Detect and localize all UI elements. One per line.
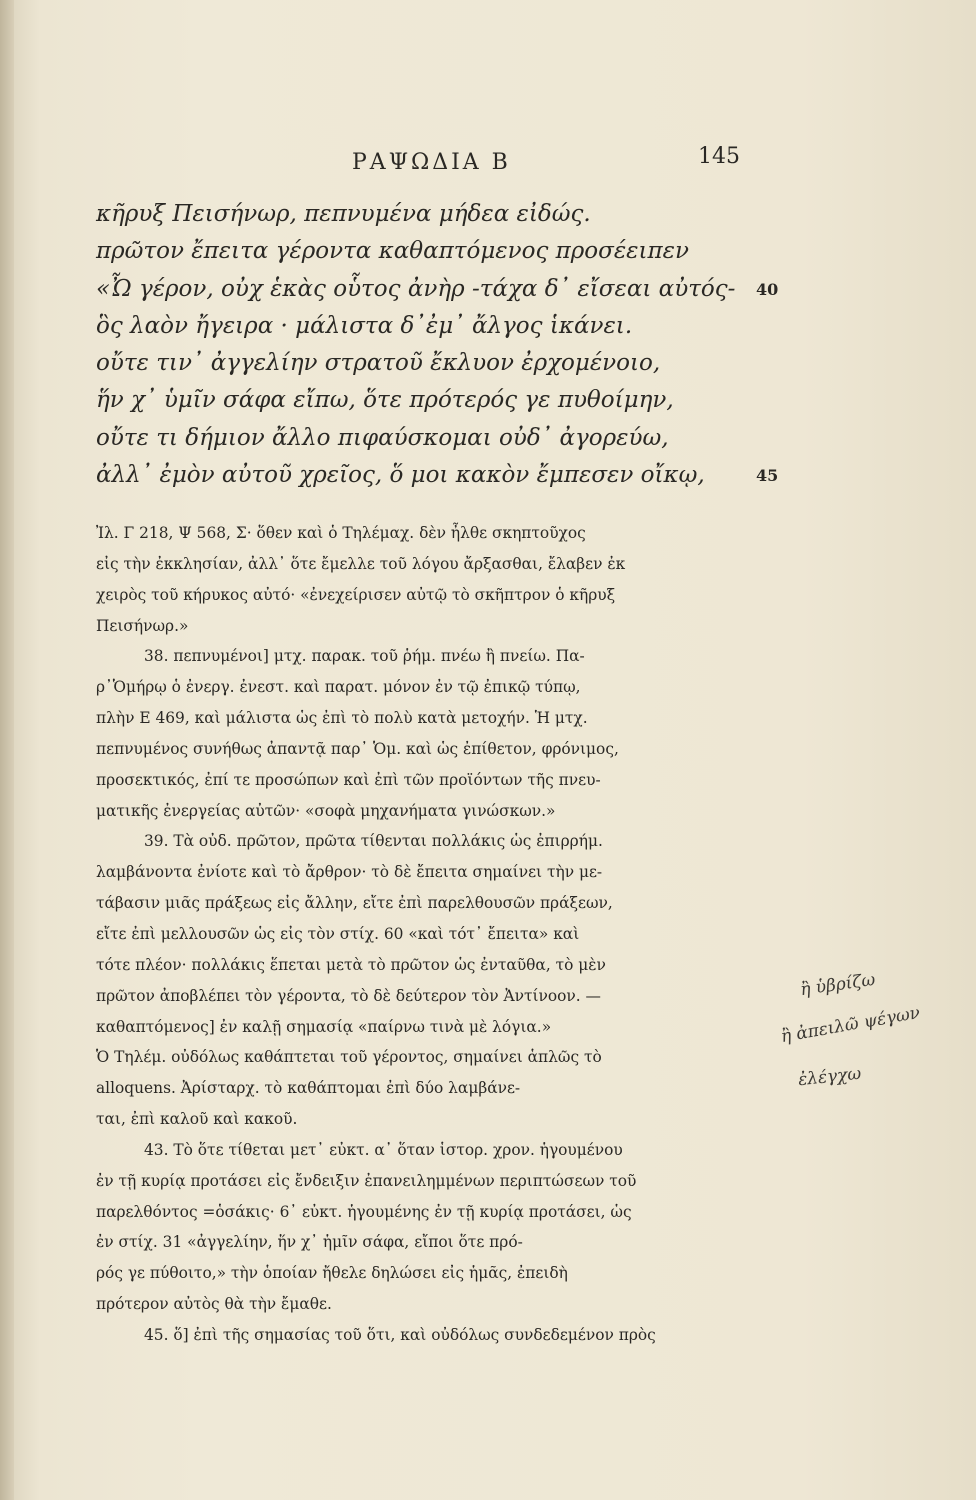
verse-text: ἥν χ᾽ ὑμῖν σάφα εἴπω, ὅτε πρότερός γε πυθοίμην, <box>96 387 674 414</box>
page-number: 145 <box>698 144 740 169</box>
commentary-line: πλὴν Ε 469, καὶ μάλιστα ὡς ἐπὶ τὸ πολὺ κατὰ μετοχήν. Ἡ μτχ. <box>96 709 588 728</box>
verse-text: οὔτε τιν᾽ ἀγγελίην στρατοῦ ἔκλυον ἐρχομένοιο, <box>96 350 661 377</box>
commentary-line: 45. ὅ] ἐπὶ τῆς σημασίας τοῦ ὅτι, καὶ οὐδόλως συνδεδεμένον πρὸς <box>144 1325 656 1344</box>
commentary-notes <box>96 518 776 1351</box>
commentary-line: πεπνυμένος συνήθως ἀπαντᾷ παρ᾽ Ὁμ. καὶ ὡς ἐπίθετον, φρόνιμος, <box>96 739 619 758</box>
commentary-line: 43. Τὸ ὅτε τίθεται μετ᾽ εὐκτ. α᾽ ὅταν ἱστορ. χρον. ἡγουμένου <box>144 1140 623 1159</box>
commentary-line: 38. πεπνυμένοι] μτχ. παρακ. τοῦ ῥήμ. πνέω ἢ πνείω. Πα- <box>144 647 585 666</box>
verse-text: ἀλλ᾽ ἐμὸν αὐτοῦ χρεῖος, ὅ μοι κακὸν ἔμπεσεν οἴκῳ, <box>96 462 705 489</box>
verse-text: οὔτε τι δήμιον ἄλλο πιφαύσκομαι οὐδ᾽ ἀγορεύω, <box>96 424 669 451</box>
verse-text: κῆρυξ Πεισήνωρ, πεπνυμένα μήδεα εἰδώς. <box>96 201 591 227</box>
commentary-line: καθαπτόμενος] ἐν καλῇ σημασίᾳ «παίρνω τινὰ μὲ λόγια.» <box>96 1017 552 1036</box>
commentary-line: ρός γε πύθοιτο,» τὴν ὁποίαν ἤθελε δηλώσει εἰς ἡμᾶς, ἐπειδὴ <box>96 1264 568 1283</box>
verse-line <box>96 345 816 382</box>
commentary-line: 39. Τὰ οὐδ. πρῶτον, πρῶτα τίθενται πολλάκις ὡς ἐπιρρήμ. <box>144 832 603 851</box>
commentary-line: Ὁ Τηλέμ. οὐδόλως καθάπτεται τοῦ γέροντος, σημαίνει ἁπλῶς τὸ <box>96 1048 602 1067</box>
commentary-line: Πεισήνωρ.» <box>96 616 189 635</box>
running-head: ΡΑΨΩΔΙΑ Β <box>352 150 511 175</box>
handwritten-note-line: ἐλέγχω <box>797 1063 863 1091</box>
verse-text: πρῶτον ἔπειτα γέροντα καθαπτόμενος προσέειπεν <box>96 238 689 265</box>
verse-block <box>96 196 816 494</box>
verse-line <box>96 457 816 494</box>
verse-number: 40 <box>756 279 779 299</box>
commentary-line: παρελθόντος =ὁσάκις· 6᾽ εὐκτ. ἡγουμένης ἐν τῇ κυρίᾳ προτάσει, ὡς <box>96 1202 632 1221</box>
commentary-line: προσεκτικός, ἐπί τε προσώπων καὶ ἐπὶ τῶν προϊόντων τῆς πνευ- <box>96 770 601 789</box>
page-binding-edge <box>0 0 14 1500</box>
handwritten-margin-note <box>779 969 970 1125</box>
commentary-line: ται, ἐπὶ καλοῦ καὶ κακοῦ. <box>96 1110 298 1129</box>
handwritten-note-line: ἢ ἀπειλῶ ψέγων <box>779 1002 922 1048</box>
commentary-line: ἐν στίχ. 31 «ἀγγελίην, ἥν χ᾽ ἡμῖν σάφα, εἴποι ὅτε πρό- <box>96 1233 523 1252</box>
handwritten-note-line: ἢ ὑβρίζω <box>798 969 877 1001</box>
verse-number: 45 <box>756 466 779 486</box>
page-header <box>0 144 976 186</box>
commentary-line: πρότερον αὐτὸς θὰ τὴν ἔμαθε. <box>96 1295 332 1314</box>
commentary-line: ρ᾽Ὁμήρῳ ὁ ἐνεργ. ἐνεστ. καὶ παρατ. μόνον ἐν τῷ ἐπικῷ τύπῳ, <box>96 678 581 697</box>
verse-line <box>96 308 816 345</box>
commentary-line: εἰς τὴν ἐκκλησίαν, ἀλλ᾽ ὅτε ἔμελλε τοῦ λόγου ἄρξασθαι, ἔλαβεν ἐκ <box>96 554 626 573</box>
commentary-line: εἴτε ἐπὶ μελλουσῶν ὡς εἰς τὸν στίχ. 60 «καὶ τότ᾽ ἔπειτα» καὶ <box>96 924 580 943</box>
verse-line <box>96 271 816 308</box>
commentary-line: τότε πλέον· πολλάκις ἕπεται μετὰ τὸ πρῶτον ὡς ἐνταῦθα, τὸ μὲν <box>96 955 606 974</box>
commentary-line: ἐν τῇ κυρίᾳ προτάσει εἰς ἔνδειξιν ἐπανειλημμένων περιπτώσεων τοῦ <box>96 1171 637 1190</box>
verse-line <box>96 382 816 419</box>
commentary-line: ματικῆς ἐνεργείας αὐτῶν· «σοφὰ μηχανήματα γινώσκων.» <box>96 801 556 820</box>
verse-line <box>96 233 816 270</box>
commentary-line: alloquens. Ἀρίσταρχ. τὸ καθάπτομαι ἐπὶ δύο λαμβάνε- <box>96 1079 521 1098</box>
commentary-line: Ἰλ. Γ 218, Ψ 568, Σ· ὅθεν καὶ ὁ Τηλέμαχ. δὲν ἦλθε σκηπτοῦχος <box>96 524 586 542</box>
commentary-line: χειρὸς τοῦ κήρυκος αὐτό· «ἐνεχείρισεν αὐτῷ τὸ σκῆπτρον ὁ κῆρυξ <box>96 585 616 604</box>
verse-line <box>96 420 816 457</box>
commentary-line: πρῶτον ἀποβλέπει τὸν γέροντα, τὸ δὲ δεύτερον τὸν Ἀντίνοον. — <box>96 986 601 1005</box>
commentary-line: τάβασιν μιᾶς πράξεως εἰς ἄλλην, εἴτε ἐπὶ παρελθουσῶν πράξεων, <box>96 894 613 913</box>
verse-text: ὃς λαὸν ἤγειρα · μάλιστα δ᾽ἐμ᾽ ἄλγος ἱκάνει. <box>96 312 633 339</box>
commentary-line: λαμβάνοντα ἐνίοτε καὶ τὸ ἄρθρον· τὸ δὲ ἔπειτα σημαίνει τὴν με- <box>96 863 603 882</box>
verse-line <box>96 196 816 233</box>
verse-text: «Ὦ γέρον, οὐχ ἑκὰς οὗτος ἀνὴρ -τάχα δ᾽ εἴσεαι αὐτός- <box>96 275 736 302</box>
